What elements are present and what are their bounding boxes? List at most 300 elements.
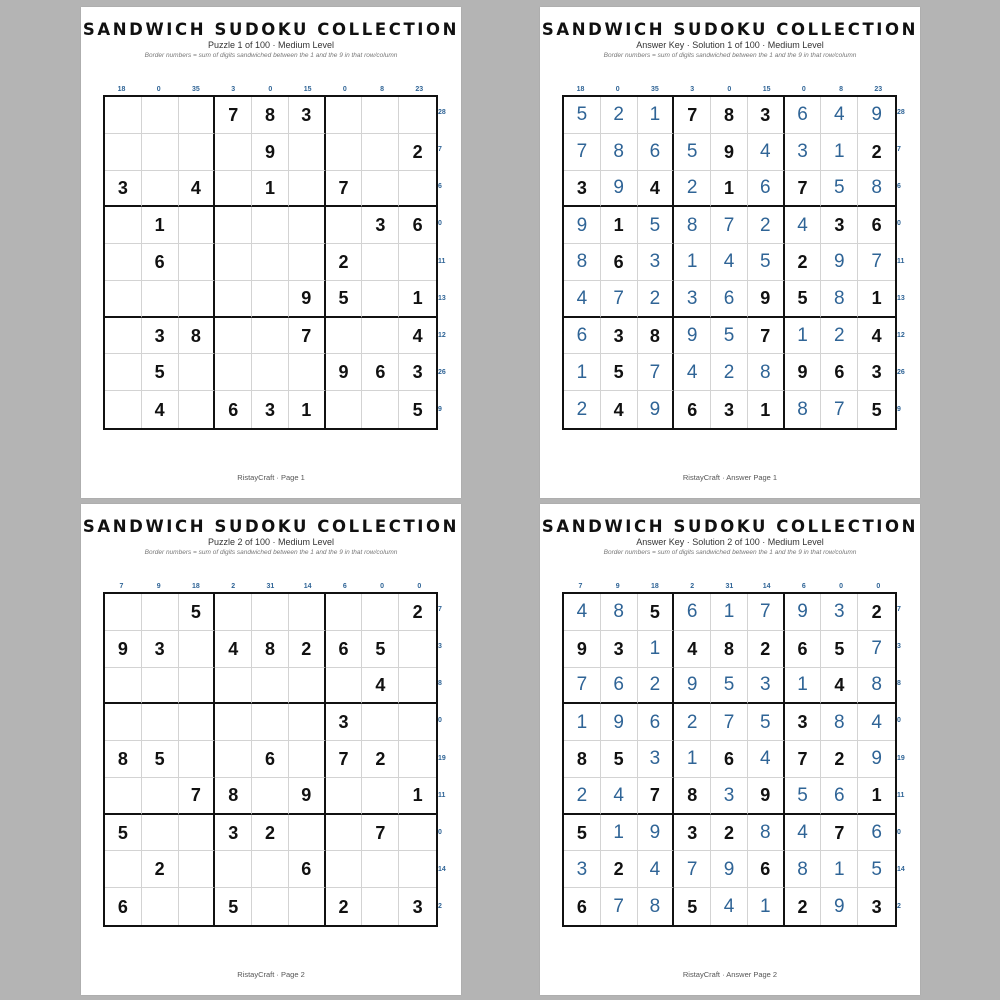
sudoku-cell: 6	[748, 851, 785, 888]
column-clue: 35	[651, 86, 659, 93]
sudoku-cell	[215, 668, 252, 705]
sudoku-cell: 5	[871, 399, 882, 420]
page-subtitle: Puzzle 1 of 100 · Medium Level	[207, 40, 335, 50]
sudoku-cell	[142, 281, 179, 318]
sudoku-cell: 9	[711, 851, 748, 888]
sudoku-cell	[105, 391, 142, 428]
column-clue: 0	[727, 86, 732, 93]
sudoku-cell: 2	[289, 631, 326, 668]
sudoku-cell: 1	[785, 668, 822, 705]
sudoku-cell	[399, 668, 436, 705]
sudoku-cell: 8	[674, 778, 711, 815]
sudoku-cell: 6	[711, 741, 748, 778]
sudoku-cell	[215, 594, 252, 631]
sudoku-cell: 6	[362, 354, 399, 391]
rules-note: Border numbers = sum of digits sandwiched between the 1 and the 9 in that row/column	[144, 52, 398, 59]
sudoku-cell: 8	[564, 244, 601, 281]
column-clue: 7	[119, 583, 124, 590]
sudoku-cell	[215, 244, 252, 281]
sudoku-grid	[103, 592, 438, 927]
sudoku-cell: 2	[326, 888, 363, 925]
sudoku-cell: 5	[785, 778, 822, 815]
column-clue: 3	[690, 86, 695, 93]
sudoku-cell: 6	[326, 631, 363, 668]
sudoku-cell: 2	[399, 134, 436, 171]
sudoku-cell: 7	[674, 851, 711, 888]
sudoku-cell: 2	[601, 97, 638, 134]
sudoku-cell	[179, 888, 216, 925]
row-clue: 28	[897, 108, 905, 116]
sudoku-cell	[326, 851, 363, 888]
column-clue: 18	[576, 86, 585, 93]
sudoku-cell: 3	[674, 815, 711, 852]
sudoku-cell: 9	[821, 244, 858, 281]
row-clue: 0	[897, 828, 901, 836]
sudoku-cell: 9	[252, 134, 289, 171]
sudoku-cell: 4	[748, 741, 785, 778]
sudoku-cell: 6	[601, 668, 638, 705]
row-clue: 3	[897, 642, 901, 650]
sudoku-cell	[215, 704, 252, 741]
sudoku-cell: 1	[821, 851, 858, 888]
sudoku-cell	[105, 207, 142, 244]
sudoku-cell	[289, 207, 326, 244]
sudoku-cell: 7	[362, 815, 399, 852]
puzzle-page-1	[81, 7, 461, 498]
sudoku-cell: 7	[564, 134, 601, 171]
row-clue: 14	[897, 866, 905, 874]
sudoku-cell: 1	[601, 815, 638, 852]
sudoku-cell: 6	[785, 97, 822, 134]
sudoku-cell: 3	[399, 354, 436, 391]
row-clue: 14	[438, 866, 446, 874]
sudoku-cell: 6	[821, 354, 858, 391]
sudoku-cell	[215, 134, 252, 171]
sudoku-cell: 6	[748, 171, 785, 208]
sudoku-cell	[105, 318, 142, 355]
sudoku-cell	[179, 97, 216, 134]
page-subtitle: Answer Key · Solution 1 of 100 · Medium Level	[636, 40, 824, 50]
sudoku-cell: 5	[748, 704, 785, 741]
sudoku-cell: 5	[785, 281, 822, 318]
sudoku-grid	[562, 592, 897, 927]
sudoku-cell: 1	[142, 207, 179, 244]
sudoku-cell: 9	[674, 668, 711, 705]
column-clue: 23	[874, 86, 883, 93]
sudoku-cell	[289, 244, 326, 281]
sudoku-cell: 5	[601, 354, 638, 391]
sudoku-cell: 1	[748, 888, 785, 925]
row-clue: 26	[897, 369, 905, 377]
sudoku-cell: 6	[674, 594, 711, 631]
sudoku-cell	[215, 741, 252, 778]
sudoku-cell: 9	[858, 97, 895, 134]
row-clue: 0	[897, 717, 901, 725]
sudoku-cell: 7	[601, 888, 638, 925]
column-clue: 8	[380, 86, 384, 93]
sudoku-cell	[105, 704, 142, 741]
sudoku-cell: 5	[858, 851, 895, 888]
sudoku-cell: 5	[564, 815, 601, 852]
sudoku-cell: 1	[399, 281, 436, 318]
sudoku-cell: 8	[858, 171, 895, 208]
row-clue: 9	[438, 406, 442, 414]
sudoku-cell: 6	[142, 244, 179, 281]
sudoku-cell	[289, 134, 326, 171]
sudoku-cell: 4	[674, 631, 711, 668]
row-clue: 7	[897, 605, 901, 613]
sudoku-cell	[399, 171, 436, 208]
sudoku-cell: 1	[564, 354, 601, 391]
sudoku-cell: 7	[785, 741, 822, 778]
sudoku-cell	[252, 704, 289, 741]
sudoku-cell: 6	[858, 815, 895, 852]
row-clue: 0	[438, 828, 442, 836]
sudoku-cell	[399, 97, 436, 134]
sudoku-cell: 2	[858, 594, 895, 631]
sudoku-cell	[179, 244, 216, 281]
sudoku-cell: 9	[748, 778, 785, 815]
column-clue: 9	[615, 583, 620, 590]
sudoku-cell: 7	[711, 704, 748, 741]
sudoku-cell	[142, 171, 179, 208]
page-subtitle: Answer Key · Solution 2 of 100 · Medium Level	[636, 537, 824, 547]
sudoku-cell: 8	[711, 631, 748, 668]
sudoku-cell	[215, 207, 252, 244]
column-clue: 0	[156, 86, 161, 93]
column-clue: 18	[192, 583, 200, 590]
column-clue: 35	[192, 86, 200, 93]
row-clue: 12	[438, 331, 446, 339]
column-clue: 15	[762, 86, 771, 93]
sudoku-cell: 4	[601, 778, 638, 815]
row-clue: 3	[438, 642, 442, 650]
sudoku-cell	[289, 668, 326, 705]
page-title: SANDWICH SUDOKU COLLECTION	[82, 20, 460, 39]
puzzle-page-2	[81, 504, 461, 995]
sudoku-cell: 2	[142, 851, 179, 888]
sudoku-cell	[326, 97, 363, 134]
sudoku-cell	[399, 631, 436, 668]
row-clue: 11	[438, 791, 446, 799]
sudoku-cell	[252, 354, 289, 391]
sudoku-cell: 8	[601, 134, 638, 171]
sudoku-cell: 9	[326, 354, 363, 391]
sudoku-cell: 2	[399, 594, 436, 631]
page-title: SANDWICH SUDOKU COLLECTION	[82, 517, 460, 536]
sudoku-cell	[326, 815, 363, 852]
rules-note: Border numbers = sum of digits sandwiched between the 1 and the 9 in that row/column	[603, 549, 857, 556]
column-clue: 6	[801, 583, 806, 590]
sudoku-cell: 2	[821, 741, 858, 778]
sudoku-cell: 3	[638, 244, 675, 281]
column-clue: 0	[615, 86, 620, 93]
sudoku-cell: 7	[748, 594, 785, 631]
sudoku-cell: 3	[674, 281, 711, 318]
sudoku-cell	[215, 354, 252, 391]
sudoku-cell	[179, 704, 216, 741]
sudoku-cell: 3	[785, 134, 822, 171]
sudoku-cell: 6	[105, 888, 142, 925]
column-clue: 18	[651, 583, 659, 590]
sudoku-cell: 4	[564, 281, 601, 318]
sudoku-cell	[399, 851, 436, 888]
sudoku-cell: 3	[785, 704, 822, 741]
sudoku-cell: 2	[711, 815, 748, 852]
sudoku-cell: 5	[711, 668, 748, 705]
sudoku-cell: 8	[674, 207, 711, 244]
sudoku-cell	[362, 778, 399, 815]
sudoku-cell: 8	[601, 594, 638, 631]
sudoku-cell	[179, 631, 216, 668]
sudoku-cell: 4	[858, 704, 895, 741]
sudoku-cell: 4	[748, 134, 785, 171]
sudoku-cell: 9	[785, 354, 822, 391]
sudoku-cell: 3	[564, 171, 601, 208]
sudoku-cell: 7	[638, 778, 675, 815]
sudoku-cell: 2	[601, 851, 638, 888]
sudoku-cell	[179, 668, 216, 705]
row-clue: 0	[438, 717, 442, 725]
column-clue: 18	[117, 86, 126, 93]
sudoku-cell: 9	[564, 631, 601, 668]
sudoku-cell: 1	[858, 778, 895, 815]
sudoku-cell: 9	[638, 815, 675, 852]
sudoku-cell: 1	[821, 134, 858, 171]
sudoku-cell: 7	[858, 631, 895, 668]
sudoku-cell	[142, 668, 179, 705]
sudoku-cell	[215, 851, 252, 888]
sudoku-cell: 8	[858, 668, 895, 705]
sudoku-cell: 1	[638, 97, 675, 134]
column-clue: 0	[380, 583, 384, 590]
sudoku-cell	[252, 594, 289, 631]
sudoku-cell: 1	[638, 631, 675, 668]
sudoku-cell	[179, 815, 216, 852]
sudoku-cell: 4	[638, 851, 675, 888]
sudoku-cell	[326, 668, 363, 705]
answer-page-1	[540, 7, 920, 498]
sudoku-cell: 8	[785, 851, 822, 888]
page-footer: RistayCraft · Answer Page 2	[682, 970, 778, 979]
sudoku-cell	[252, 318, 289, 355]
sudoku-cell: 3	[564, 851, 601, 888]
sudoku-cell: 5	[326, 281, 363, 318]
sudoku-cell: 4	[821, 668, 858, 705]
sudoku-cell	[105, 354, 142, 391]
sudoku-cell: 3	[105, 171, 142, 208]
sudoku-cell: 4	[399, 318, 436, 355]
sudoku-cell: 1	[674, 244, 711, 281]
sudoku-cell: 6	[858, 207, 895, 244]
sudoku-cell	[362, 318, 399, 355]
row-clue: 28	[438, 108, 446, 116]
sudoku-cell	[105, 281, 142, 318]
sudoku-cell: 8	[748, 815, 785, 852]
column-clue: 14	[303, 583, 312, 590]
column-clue: 0	[268, 86, 273, 93]
row-clue: 13	[897, 294, 905, 302]
sudoku-cell	[142, 778, 179, 815]
sudoku-cell: 9	[711, 134, 748, 171]
sudoku-cell	[179, 851, 216, 888]
column-clue: 0	[342, 86, 347, 93]
sudoku-cell: 7	[711, 207, 748, 244]
sudoku-cell: 6	[711, 281, 748, 318]
sudoku-cell: 3	[821, 207, 858, 244]
sudoku-cell: 3	[215, 815, 252, 852]
sudoku-cell: 5	[821, 171, 858, 208]
sudoku-cell: 1	[711, 594, 748, 631]
row-clue: 8	[438, 680, 442, 688]
column-clue: 23	[415, 86, 424, 93]
row-clue: 7	[438, 605, 442, 613]
sudoku-cell	[399, 244, 436, 281]
row-clue: 11	[897, 257, 905, 265]
sudoku-cell: 1	[399, 778, 436, 815]
sudoku-cell: 3	[326, 704, 363, 741]
sudoku-cell: 8	[179, 318, 216, 355]
row-clue: 2	[897, 903, 901, 911]
sudoku-cell: 2	[638, 668, 675, 705]
sudoku-cell: 7	[785, 171, 822, 208]
sudoku-cell: 2	[326, 244, 363, 281]
row-clue: 7	[897, 145, 901, 153]
sudoku-cell: 7	[326, 741, 363, 778]
sudoku-cell: 6	[564, 888, 601, 925]
sudoku-cell	[362, 391, 399, 428]
sudoku-cell	[326, 594, 363, 631]
sudoku-cell: 8	[821, 704, 858, 741]
row-clue: 19	[438, 754, 446, 762]
sudoku-cell	[362, 851, 399, 888]
sudoku-cell: 1	[252, 171, 289, 208]
page-footer: RistayCraft · Page 2	[237, 970, 305, 979]
sudoku-cell: 6	[601, 244, 638, 281]
sudoku-cell: 3	[638, 741, 675, 778]
sudoku-cell	[289, 888, 326, 925]
sudoku-cell: 8	[252, 97, 289, 134]
column-clue: 0	[876, 583, 881, 590]
sudoku-cell: 5	[142, 354, 179, 391]
sudoku-cell: 7	[179, 778, 216, 815]
sudoku-cell: 8	[638, 888, 675, 925]
column-clue: 15	[303, 86, 312, 93]
sudoku-cell: 5	[601, 741, 638, 778]
sudoku-cell: 1	[289, 391, 326, 428]
page-footer: RistayCraft · Answer Page 1	[682, 473, 778, 482]
sudoku-cell	[179, 281, 216, 318]
sudoku-cell: 3	[748, 97, 785, 134]
sudoku-cell: 4	[142, 391, 179, 428]
sudoku-cell	[289, 594, 326, 631]
column-clue: 31	[725, 583, 734, 590]
sudoku-cell	[362, 244, 399, 281]
sudoku-cell: 6	[638, 134, 675, 171]
page-title: SANDWICH SUDOKU COLLECTION	[541, 517, 919, 536]
sudoku-cell: 3	[821, 594, 858, 631]
sudoku-cell: 2	[785, 888, 822, 925]
sudoku-cell: 3	[142, 631, 179, 668]
sudoku-cell: 3	[252, 391, 289, 428]
sudoku-cell: 9	[564, 207, 601, 244]
sudoku-cell: 9	[601, 704, 638, 741]
sudoku-cell	[215, 318, 252, 355]
sudoku-cell: 4	[785, 815, 822, 852]
sudoku-cell: 4	[785, 207, 822, 244]
sudoku-cell: 5	[748, 244, 785, 281]
sudoku-cell	[142, 815, 179, 852]
sudoku-cell: 1	[601, 207, 638, 244]
row-clue: 8	[897, 680, 901, 688]
sudoku-cell: 7	[289, 318, 326, 355]
sudoku-cell	[179, 354, 216, 391]
sudoku-cell: 3	[748, 668, 785, 705]
sudoku-cell: 9	[674, 318, 711, 355]
row-clue: 7	[438, 145, 442, 153]
sudoku-cell: 4	[362, 668, 399, 705]
sudoku-cell: 4	[674, 354, 711, 391]
sudoku-cell	[252, 207, 289, 244]
sudoku-cell	[179, 134, 216, 171]
sudoku-cell: 3	[711, 391, 748, 428]
sudoku-cell: 3	[601, 318, 638, 355]
sudoku-cell	[289, 354, 326, 391]
column-clue: 0	[801, 86, 806, 93]
column-clue: 2	[231, 583, 236, 590]
sudoku-cell: 6	[215, 391, 252, 428]
row-clue: 26	[438, 369, 446, 377]
sudoku-cell: 9	[105, 631, 142, 668]
sudoku-cell: 5	[412, 399, 423, 420]
sudoku-cell	[179, 741, 216, 778]
column-clue: 31	[266, 583, 275, 590]
sudoku-cell	[252, 851, 289, 888]
sudoku-cell: 3	[858, 354, 895, 391]
sudoku-cell: 7	[674, 97, 711, 134]
sudoku-cell	[289, 171, 326, 208]
row-clue: 6	[438, 183, 442, 191]
sudoku-cell: 2	[362, 741, 399, 778]
sudoku-cell: 7	[638, 354, 675, 391]
sudoku-cell: 1	[711, 171, 748, 208]
sudoku-cell: 5	[105, 815, 142, 852]
sudoku-cell: 5	[638, 207, 675, 244]
sudoku-cell	[105, 668, 142, 705]
sudoku-cell: 3	[142, 318, 179, 355]
row-clue: 0	[897, 220, 901, 228]
sudoku-cell: 7	[564, 668, 601, 705]
sudoku-cell	[252, 244, 289, 281]
sudoku-grid	[562, 95, 897, 430]
row-clue: 6	[897, 183, 901, 191]
sudoku-cell	[326, 207, 363, 244]
column-clue: 0	[417, 583, 422, 590]
page-title: SANDWICH SUDOKU COLLECTION	[541, 20, 919, 39]
sudoku-cell: 9	[289, 281, 326, 318]
sudoku-cell: 7	[326, 171, 363, 208]
rules-note: Border numbers = sum of digits sandwiched between the 1 and the 9 in that row/column	[144, 549, 398, 556]
sudoku-cell	[399, 815, 436, 852]
sudoku-cell: 5	[215, 888, 252, 925]
sudoku-cell	[105, 134, 142, 171]
sudoku-cell: 3	[871, 896, 882, 917]
row-clue: 9	[897, 406, 901, 414]
sudoku-cell: 5	[674, 888, 711, 925]
sudoku-cell: 6	[289, 851, 326, 888]
row-clue: 11	[438, 257, 446, 265]
column-clue: 8	[839, 86, 843, 93]
